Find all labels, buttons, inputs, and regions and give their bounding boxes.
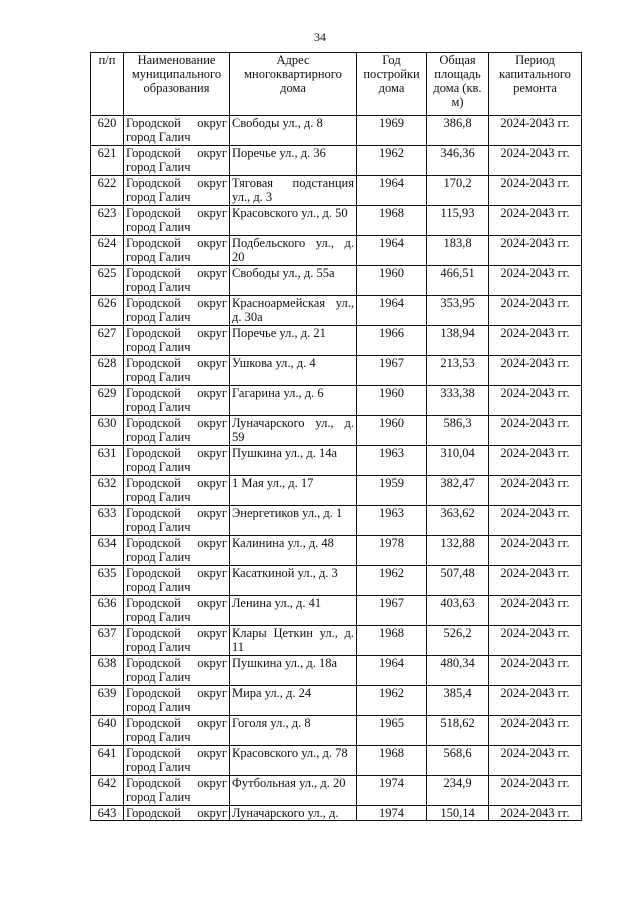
area-cell: 183,8 bbox=[427, 236, 489, 266]
municipality-kind: округ bbox=[197, 146, 227, 160]
area-cell: 382,47 bbox=[427, 476, 489, 506]
table-row bbox=[91, 266, 582, 296]
municipality-kind: округ bbox=[197, 656, 227, 670]
municipality-name: город Галич bbox=[126, 340, 191, 354]
table-row bbox=[91, 326, 582, 356]
table-row bbox=[91, 626, 582, 656]
municipality-type: Городской bbox=[126, 806, 181, 820]
row-number: 642 bbox=[91, 776, 124, 806]
header-address: Адрес многоквартирного дома bbox=[230, 53, 357, 116]
row-number: 630 bbox=[91, 416, 124, 446]
municipality-name: город Галич bbox=[126, 370, 191, 384]
address-cell: Мира ул., д. 24 bbox=[230, 686, 357, 716]
year-cell: 1974 bbox=[357, 806, 427, 821]
header-year: Год постройки дома bbox=[357, 53, 427, 116]
header-period: Период капитального ремонта bbox=[489, 53, 582, 116]
period-cell: 2024-2043 гг. bbox=[489, 386, 582, 416]
row-number: 623 bbox=[91, 206, 124, 236]
table-row bbox=[91, 386, 582, 416]
year-cell: 1968 bbox=[357, 626, 427, 656]
row-number: 622 bbox=[91, 176, 124, 206]
municipality-type: Городской bbox=[126, 596, 181, 610]
municipality-cell bbox=[124, 176, 230, 206]
year-cell: 1967 bbox=[357, 596, 427, 626]
area-cell: 403,63 bbox=[427, 596, 489, 626]
row-number: 620 bbox=[91, 116, 124, 146]
period-cell: 2024-2043 гг. bbox=[489, 506, 582, 536]
municipality-kind: округ bbox=[197, 686, 227, 700]
municipality-type: Городской bbox=[126, 206, 181, 220]
municipality-name: город Галич bbox=[126, 610, 191, 624]
municipality-cell bbox=[124, 206, 230, 236]
period-cell: 2024-2043 гг. bbox=[489, 626, 582, 656]
municipality-name: город Галич bbox=[126, 280, 191, 294]
municipality-name: город Галич bbox=[126, 400, 191, 414]
municipality-cell bbox=[124, 446, 230, 476]
address-cell: Ленина ул., д. 41 bbox=[230, 596, 357, 626]
table-row bbox=[91, 296, 582, 326]
area-cell: 480,34 bbox=[427, 656, 489, 686]
year-cell: 1978 bbox=[357, 536, 427, 566]
row-number: 639 bbox=[91, 686, 124, 716]
municipality-type: Городской bbox=[126, 386, 181, 400]
area-cell: 234,9 bbox=[427, 776, 489, 806]
row-number: 625 bbox=[91, 266, 124, 296]
row-number: 629 bbox=[91, 386, 124, 416]
row-number: 627 bbox=[91, 326, 124, 356]
municipality-cell bbox=[124, 236, 230, 266]
municipality-name: город Галич bbox=[126, 580, 191, 594]
municipality-type: Городской bbox=[126, 686, 181, 700]
row-number: 636 bbox=[91, 596, 124, 626]
period-cell: 2024-2043 гг. bbox=[489, 656, 582, 686]
period-cell: 2024-2043 гг. bbox=[489, 446, 582, 476]
municipality-cell bbox=[124, 746, 230, 776]
municipality-type: Городской bbox=[126, 566, 181, 580]
address-cell: Свободы ул., д. 55а bbox=[230, 266, 357, 296]
address-cell: Свободы ул., д. 8 bbox=[230, 116, 357, 146]
year-cell: 1962 bbox=[357, 146, 427, 176]
address-cell: Касаткиной ул., д. 3 bbox=[230, 566, 357, 596]
municipality-name: город Галич bbox=[126, 760, 191, 774]
municipality-kind: округ bbox=[197, 356, 227, 370]
table-row bbox=[91, 716, 582, 746]
table-row bbox=[91, 746, 582, 776]
municipality-name: город Галич bbox=[126, 670, 191, 684]
table-header bbox=[91, 53, 582, 116]
table-row bbox=[91, 536, 582, 566]
period-cell: 2024-2043 гг. bbox=[489, 566, 582, 596]
row-number: 633 bbox=[91, 506, 124, 536]
municipality-kind: округ bbox=[197, 776, 227, 790]
municipality-name: город Галич bbox=[126, 190, 191, 204]
municipality-kind: округ bbox=[197, 746, 227, 760]
area-cell: 346,36 bbox=[427, 146, 489, 176]
area-cell: 363,62 bbox=[427, 506, 489, 536]
municipality-cell bbox=[124, 416, 230, 446]
municipality-name: город Галич bbox=[126, 460, 191, 474]
municipality-type: Городской bbox=[126, 746, 181, 760]
municipality-kind: округ bbox=[197, 596, 227, 610]
municipality-cell bbox=[124, 656, 230, 686]
address-cell: Луначарского ул., д. 59 bbox=[230, 416, 357, 446]
table-row bbox=[91, 566, 582, 596]
area-cell: 310,04 bbox=[427, 446, 489, 476]
period-cell: 2024-2043 гг. bbox=[489, 116, 582, 146]
row-number: 641 bbox=[91, 746, 124, 776]
year-cell: 1964 bbox=[357, 236, 427, 266]
municipality-name: город Галич bbox=[126, 700, 191, 714]
municipality-kind: округ bbox=[197, 326, 227, 340]
municipality-name: город Галич bbox=[126, 520, 191, 534]
municipality-type: Городской bbox=[126, 326, 181, 340]
period-cell: 2024-2043 гг. bbox=[489, 596, 582, 626]
municipality-kind: округ bbox=[197, 506, 227, 520]
municipality-type: Городской bbox=[126, 716, 181, 730]
period-cell: 2024-2043 гг. bbox=[489, 326, 582, 356]
municipality-type: Городской bbox=[126, 176, 181, 190]
municipality-cell bbox=[124, 146, 230, 176]
municipality-name: город Галич bbox=[126, 490, 191, 504]
area-cell: 132,88 bbox=[427, 536, 489, 566]
table-row bbox=[91, 236, 582, 266]
address-cell: Энергетиков ул., д. 1 bbox=[230, 506, 357, 536]
table-row bbox=[91, 356, 582, 386]
municipality-kind: округ bbox=[197, 626, 227, 640]
period-cell: 2024-2043 гг. bbox=[489, 476, 582, 506]
municipality-cell bbox=[124, 776, 230, 806]
year-cell: 1969 bbox=[357, 116, 427, 146]
municipality-kind: округ bbox=[197, 806, 227, 820]
year-cell: 1964 bbox=[357, 296, 427, 326]
address-cell: Калинина ул., д. 48 bbox=[230, 536, 357, 566]
municipality-name: город Галич bbox=[126, 430, 191, 444]
year-cell: 1960 bbox=[357, 266, 427, 296]
municipality-type: Городской bbox=[126, 536, 181, 550]
municipality-name: город Галич bbox=[126, 310, 191, 324]
period-cell: 2024-2043 гг. bbox=[489, 806, 582, 821]
municipality-kind: округ bbox=[197, 236, 227, 250]
table-row bbox=[91, 176, 582, 206]
municipality-kind: округ bbox=[197, 536, 227, 550]
period-cell: 2024-2043 гг. bbox=[489, 416, 582, 446]
year-cell: 1968 bbox=[357, 206, 427, 236]
year-cell: 1963 bbox=[357, 506, 427, 536]
address-cell: Пушкина ул., д. 18а bbox=[230, 656, 357, 686]
header-area: Общая площадь дома (кв. м) bbox=[427, 53, 489, 116]
row-number: 632 bbox=[91, 476, 124, 506]
municipality-type: Городской bbox=[126, 776, 181, 790]
table-body bbox=[91, 116, 582, 821]
municipality-name: город Галич bbox=[126, 790, 191, 804]
municipality-kind: округ bbox=[197, 296, 227, 310]
area-cell: 115,93 bbox=[427, 206, 489, 236]
year-cell: 1963 bbox=[357, 446, 427, 476]
municipality-type: Городской bbox=[126, 416, 181, 430]
year-cell: 1964 bbox=[357, 176, 427, 206]
year-cell: 1962 bbox=[357, 566, 427, 596]
period-cell: 2024-2043 гг. bbox=[489, 536, 582, 566]
municipality-name: город Галич bbox=[126, 250, 191, 264]
area-cell: 386,8 bbox=[427, 116, 489, 146]
table-row bbox=[91, 656, 582, 686]
row-number: 621 bbox=[91, 146, 124, 176]
municipality-type: Городской bbox=[126, 296, 181, 310]
municipality-type: Городской bbox=[126, 476, 181, 490]
period-cell: 2024-2043 гг. bbox=[489, 776, 582, 806]
period-cell: 2024-2043 гг. bbox=[489, 686, 582, 716]
year-cell: 1964 bbox=[357, 656, 427, 686]
municipality-kind: округ bbox=[197, 266, 227, 280]
municipality-cell bbox=[124, 686, 230, 716]
municipality-type: Городской bbox=[126, 446, 181, 460]
municipality-name: город Галич bbox=[126, 730, 191, 744]
municipality-type: Городской bbox=[126, 626, 181, 640]
row-number: 628 bbox=[91, 356, 124, 386]
period-cell: 2024-2043 гг. bbox=[489, 356, 582, 386]
year-cell: 1965 bbox=[357, 716, 427, 746]
table-row bbox=[91, 686, 582, 716]
table-row bbox=[91, 146, 582, 176]
address-cell: Подбельского ул., д. 20 bbox=[230, 236, 357, 266]
row-number: 640 bbox=[91, 716, 124, 746]
municipality-cell bbox=[124, 296, 230, 326]
area-cell: 333,38 bbox=[427, 386, 489, 416]
area-cell: 213,53 bbox=[427, 356, 489, 386]
address-cell: Поречье ул., д. 36 bbox=[230, 146, 357, 176]
year-cell: 1959 bbox=[357, 476, 427, 506]
municipality-name: город Галич bbox=[126, 550, 191, 564]
municipality-cell bbox=[124, 566, 230, 596]
area-cell: 507,48 bbox=[427, 566, 489, 596]
address-cell: 1 Мая ул., д. 17 bbox=[230, 476, 357, 506]
municipality-cell bbox=[124, 596, 230, 626]
year-cell: 1967 bbox=[357, 356, 427, 386]
period-cell: 2024-2043 гг. bbox=[489, 236, 582, 266]
area-cell: 526,2 bbox=[427, 626, 489, 656]
municipality-cell bbox=[124, 506, 230, 536]
page-number: 34 bbox=[314, 30, 326, 44]
period-cell: 2024-2043 гг. bbox=[489, 146, 582, 176]
table-row bbox=[91, 416, 582, 446]
area-cell: 568,6 bbox=[427, 746, 489, 776]
municipality-type: Городской bbox=[126, 356, 181, 370]
area-cell: 353,95 bbox=[427, 296, 489, 326]
table-row bbox=[91, 206, 582, 236]
municipality-type: Городской bbox=[126, 506, 181, 520]
table-row bbox=[91, 506, 582, 536]
municipality-kind: округ bbox=[197, 716, 227, 730]
area-cell: 518,62 bbox=[427, 716, 489, 746]
municipality-cell bbox=[124, 266, 230, 296]
municipality-kind: округ bbox=[197, 446, 227, 460]
address-cell: Красовского ул., д. 78 bbox=[230, 746, 357, 776]
municipality-cell bbox=[124, 356, 230, 386]
table-row bbox=[91, 596, 582, 626]
row-number: 624 bbox=[91, 236, 124, 266]
address-cell: Тяговая подстанция ул., д. 3 bbox=[230, 176, 357, 206]
municipality-kind: округ bbox=[197, 116, 227, 130]
area-cell: 170,2 bbox=[427, 176, 489, 206]
header-municipality: Наименование муниципального образования bbox=[124, 53, 230, 116]
municipality-cell bbox=[124, 326, 230, 356]
row-number: 635 bbox=[91, 566, 124, 596]
address-cell: Красноармейская ул., д. 30а bbox=[230, 296, 357, 326]
period-cell: 2024-2043 гг. bbox=[489, 296, 582, 326]
municipality-type: Городской bbox=[126, 116, 181, 130]
address-cell: Луначарского ул., д. bbox=[230, 806, 357, 821]
row-number: 634 bbox=[91, 536, 124, 566]
municipality-name: город Галич bbox=[126, 640, 191, 654]
row-number: 626 bbox=[91, 296, 124, 326]
area-cell: 586,3 bbox=[427, 416, 489, 446]
municipality-cell bbox=[124, 536, 230, 566]
municipality-kind: округ bbox=[197, 416, 227, 430]
municipality-cell bbox=[124, 626, 230, 656]
header-num: п/п bbox=[91, 53, 124, 116]
municipality-kind: округ bbox=[197, 206, 227, 220]
municipality-kind: округ bbox=[197, 566, 227, 580]
row-number: 638 bbox=[91, 656, 124, 686]
housing-registry-table bbox=[90, 52, 582, 821]
table-row bbox=[91, 116, 582, 146]
area-cell: 466,51 bbox=[427, 266, 489, 296]
address-cell: Футбольная ул., д. 20 bbox=[230, 776, 357, 806]
table-row bbox=[91, 476, 582, 506]
municipality-kind: округ bbox=[197, 386, 227, 400]
municipality-type: Городской bbox=[126, 266, 181, 280]
address-cell: Красовского ул., д. 50 bbox=[230, 206, 357, 236]
address-cell: Ушкова ул., д. 4 bbox=[230, 356, 357, 386]
row-number: 643 bbox=[91, 806, 124, 821]
address-cell: Клары Цеткин ул., д. 11 bbox=[230, 626, 357, 656]
year-cell: 1962 bbox=[357, 686, 427, 716]
municipality-cell bbox=[124, 386, 230, 416]
municipality-kind: округ bbox=[197, 176, 227, 190]
area-cell: 385,4 bbox=[427, 686, 489, 716]
municipality-cell bbox=[124, 716, 230, 746]
table-row bbox=[91, 806, 582, 821]
municipality-name: город Галич bbox=[126, 220, 191, 234]
period-cell: 2024-2043 гг. bbox=[489, 176, 582, 206]
address-cell: Гоголя ул., д. 8 bbox=[230, 716, 357, 746]
municipality-kind: округ bbox=[197, 476, 227, 490]
address-cell: Гагарина ул., д. 6 bbox=[230, 386, 357, 416]
address-cell: Поречье ул., д. 21 bbox=[230, 326, 357, 356]
area-cell: 138,94 bbox=[427, 326, 489, 356]
year-cell: 1968 bbox=[357, 746, 427, 776]
row-number: 631 bbox=[91, 446, 124, 476]
address-cell: Пушкина ул., д. 14а bbox=[230, 446, 357, 476]
area-cell: 150,14 bbox=[427, 806, 489, 821]
table-row bbox=[91, 446, 582, 476]
municipality-type: Городской bbox=[126, 236, 181, 250]
municipality-name: город Галич bbox=[126, 160, 191, 174]
period-cell: 2024-2043 гг. bbox=[489, 266, 582, 296]
table-row bbox=[91, 776, 582, 806]
year-cell: 1974 bbox=[357, 776, 427, 806]
municipality-name: город Галич bbox=[126, 130, 191, 144]
municipality-cell bbox=[124, 116, 230, 146]
row-number: 637 bbox=[91, 626, 124, 656]
municipality-cell bbox=[124, 806, 230, 821]
year-cell: 1966 bbox=[357, 326, 427, 356]
year-cell: 1960 bbox=[357, 386, 427, 416]
period-cell: 2024-2043 гг. bbox=[489, 746, 582, 776]
period-cell: 2024-2043 гг. bbox=[489, 716, 582, 746]
municipality-type: Городской bbox=[126, 146, 181, 160]
period-cell: 2024-2043 гг. bbox=[489, 206, 582, 236]
municipality-cell bbox=[124, 476, 230, 506]
year-cell: 1960 bbox=[357, 416, 427, 446]
municipality-type: Городской bbox=[126, 656, 181, 670]
